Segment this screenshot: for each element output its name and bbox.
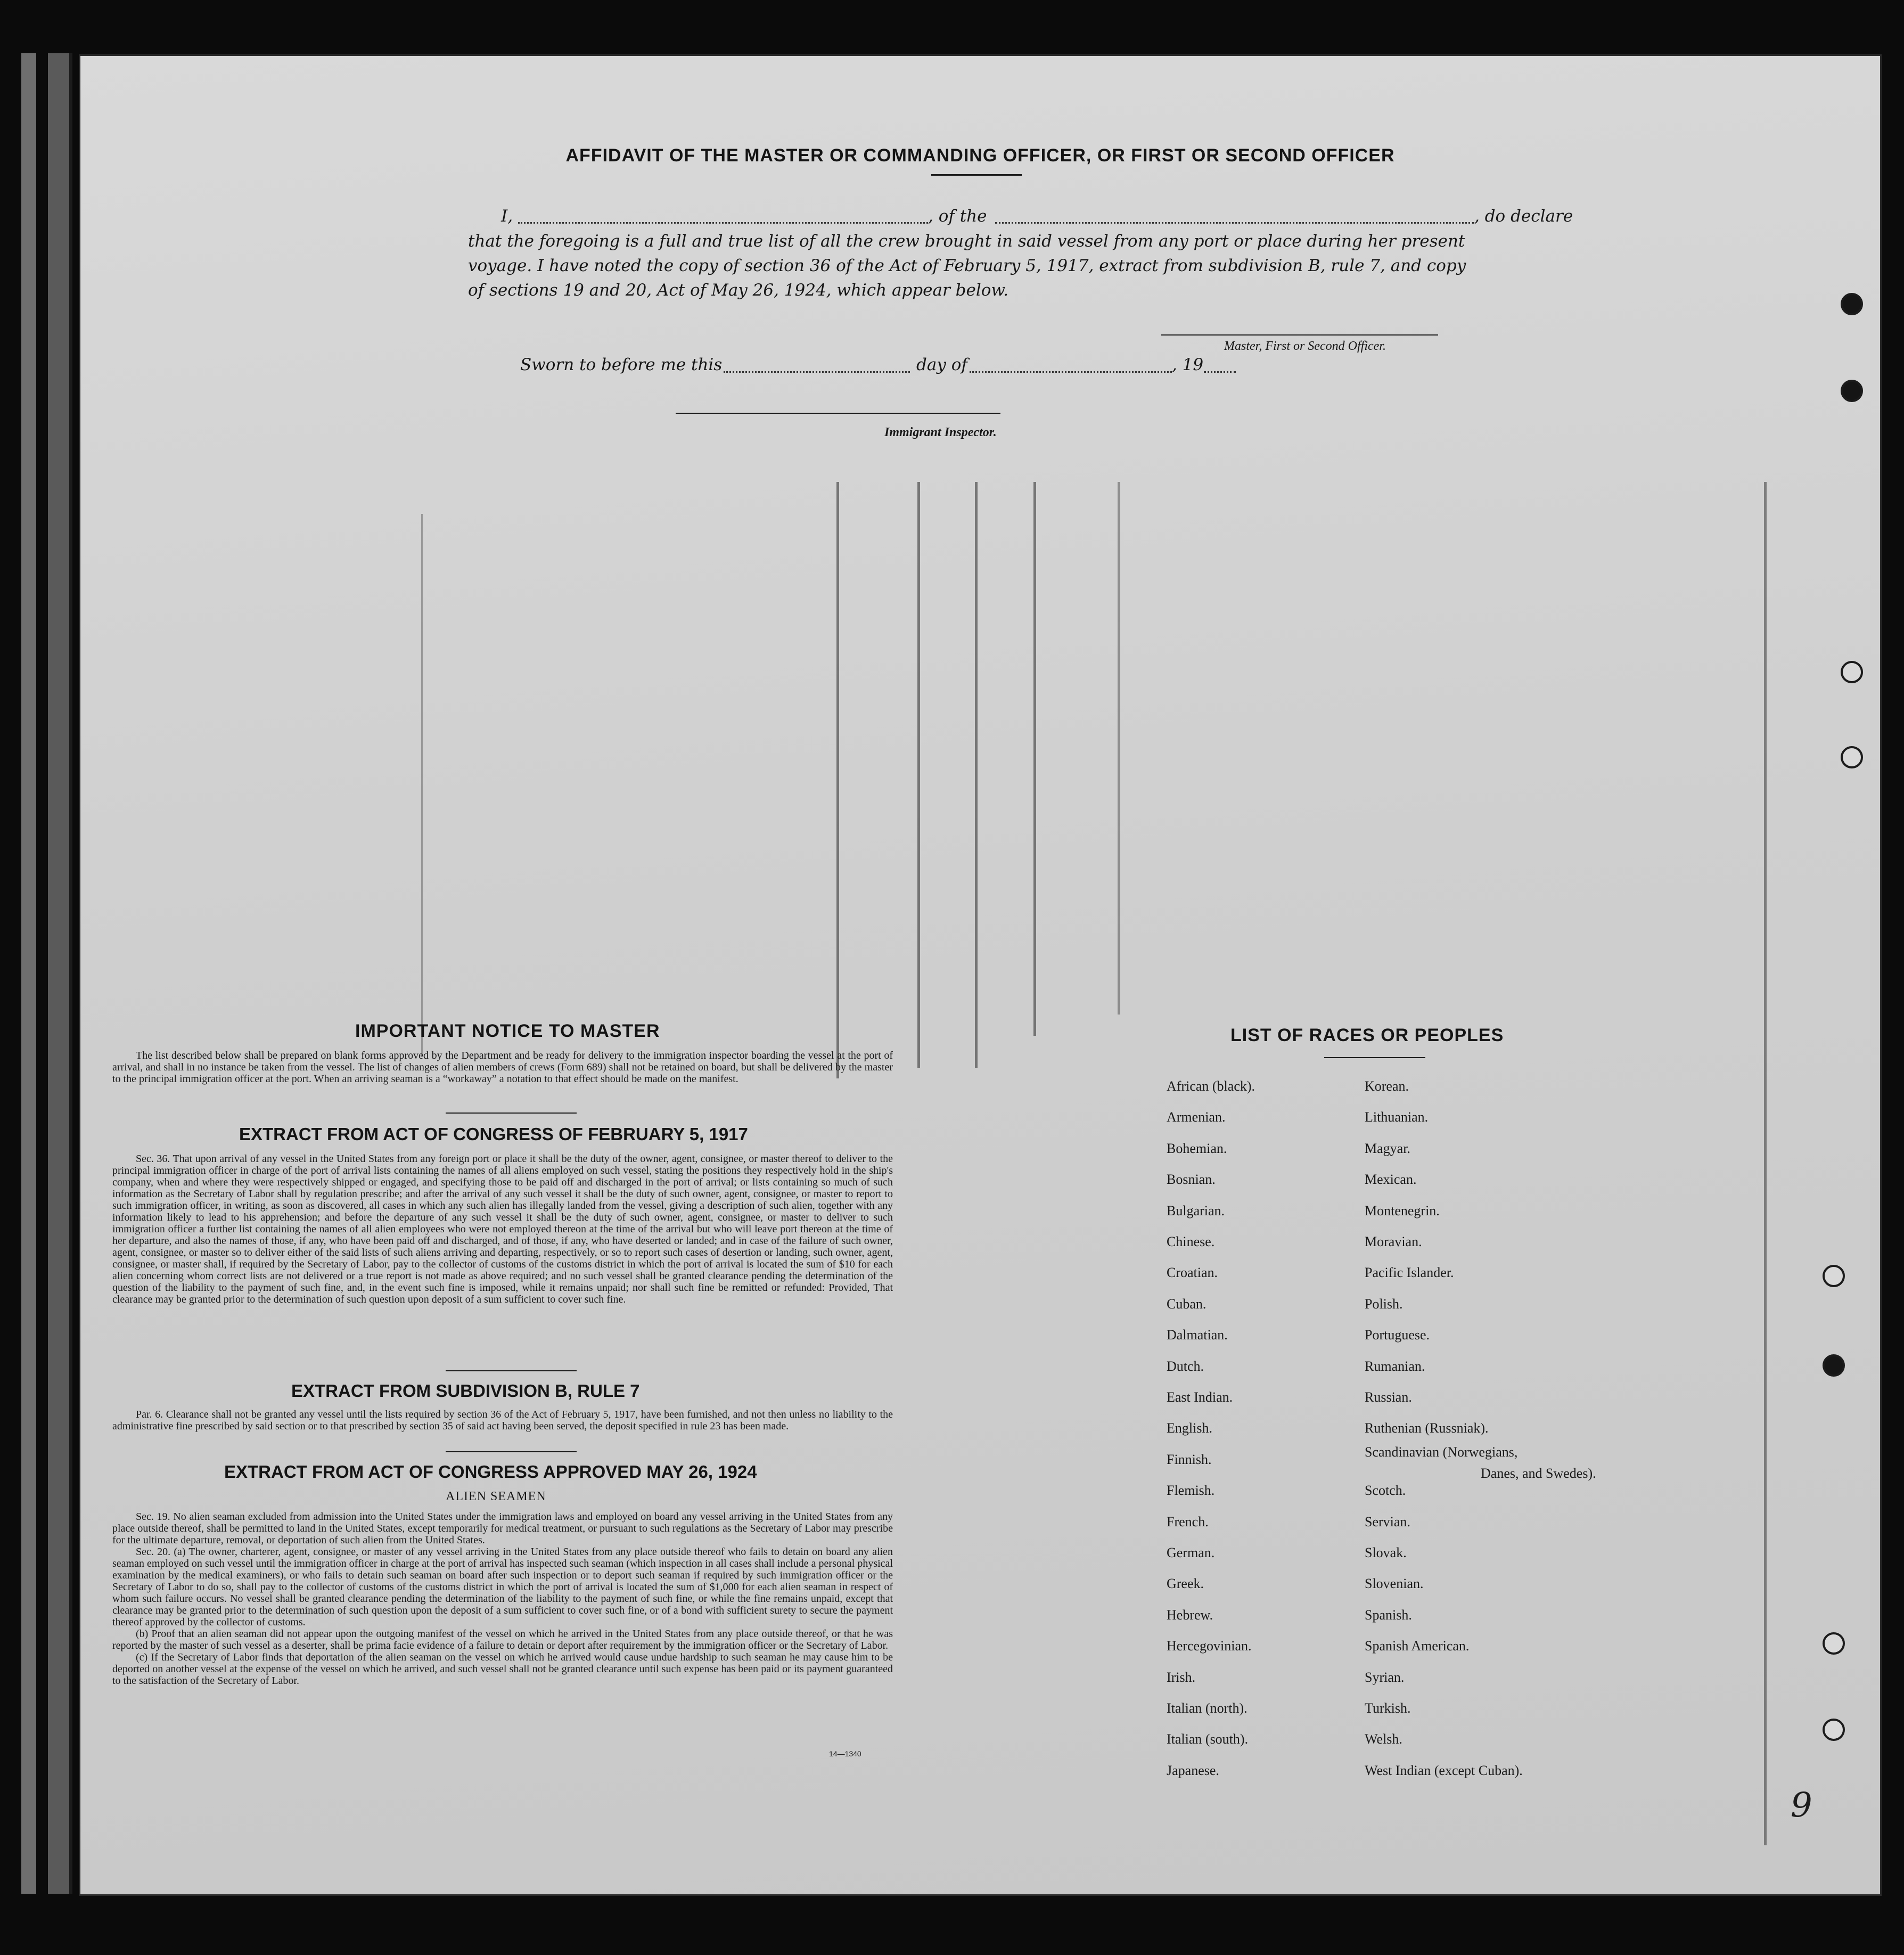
sec-20a-paragraph: Sec. 20. (a) The owner, charterer, agent, consignee, or master of any vessel arriving in the United States from any place outside thereof who fails to detain on board any alien seaman employed on such vessel until the immigration officer in charge at the port of arrival has inspected such seaman (which inspection in all cases shall include a personal physical examination by the medical examiners), or who fails to detain such seaman on board after such inspection or to deport such seaman if required by such immigration officer or the Secretary of Labor to do so, shall pay to the collector of customs of the customs district in which the port of arrival is located the sum of $1,000 for each alien seaman in respect of whom such failure occurs. No vessel shall be granted clearance pending the determination of the liability to the payment of such fine, or while the fine remains unpaid, except that clearance may be granted prior to the determination of such question upon the deposit of a sum sufficient to cover such fine, or of a bond with sufficient surety to secure the payment thereof approved by the collector of customs. [112, 1546, 893, 1628]
race-item: Welsh. [1365, 1731, 1402, 1747]
race-item: Servian. [1365, 1514, 1410, 1529]
races-title-rule [1324, 1057, 1425, 1058]
binder-hole [1823, 1265, 1845, 1287]
race-item: Spanish American. [1365, 1638, 1470, 1654]
race-item: Japanese. [1167, 1762, 1219, 1778]
race-item: Moravian. [1365, 1234, 1422, 1249]
extract-1924-title: EXTRACT FROM ACT OF CONGRESS APPROVED MAY 26, 1924 [224, 1462, 757, 1482]
race-item: African (black). [1167, 1078, 1255, 1094]
section-rule [446, 1451, 577, 1452]
extract-1924-text [112, 1511, 893, 1687]
races-title: LIST OF RACES OR PEOPLES [1230, 1025, 1504, 1045]
alien-seamen-subtitle: ALIEN SEAMEN [446, 1490, 546, 1503]
race-item: Portuguese. [1365, 1327, 1430, 1343]
notice-title: IMPORTANT NOTICE TO MASTER [355, 1021, 660, 1041]
affidavit-declare: , do declare [1474, 207, 1573, 226]
race-item: Ruthenian (Russniak). [1365, 1420, 1489, 1436]
race-item: Pacific Islander. [1365, 1265, 1454, 1281]
race-item: Lithuanian. [1365, 1109, 1429, 1125]
race-item: Bosnian. [1167, 1172, 1216, 1188]
title-rule [931, 174, 1022, 176]
master-name-blank[interactable] [518, 222, 928, 224]
race-item: Chinese. [1167, 1234, 1215, 1249]
section-rule [446, 1113, 577, 1114]
race-item: East Indian. [1167, 1389, 1233, 1405]
scan-edge-outer [21, 53, 36, 1894]
race-item: Magyar. [1365, 1140, 1410, 1156]
race-item: Irish. [1167, 1669, 1196, 1685]
affidavit-i: I, [501, 207, 513, 226]
race-item: Hercegovinian. [1167, 1638, 1252, 1654]
binder-hole [1823, 1632, 1845, 1655]
par-6-paragraph: Par. 6. Clearance shall not be granted any vessel until the lists required by section 36 of the Act of February 5, 1917, have been furnished, and not then unless no liability to the administrative fine prescribed by said section or to that prescribed by section 35 of said act having been served, the deposit specified in rule 23 has been made. [112, 1409, 893, 1432]
sworn-label: Sworn to before me this [520, 355, 723, 374]
ghost-column-line [1764, 482, 1767, 1845]
ghost-column-line [836, 482, 839, 1078]
race-item: Dutch. [1167, 1358, 1204, 1374]
race-item: French. [1167, 1514, 1209, 1529]
race-item: Armenian. [1167, 1109, 1226, 1125]
binder-hole [1823, 1719, 1845, 1741]
page-number-mark: 9 [1791, 1786, 1812, 1825]
rule-7-text [112, 1409, 893, 1432]
race-item: Syrian. [1365, 1669, 1405, 1685]
race-item: Italian (south). [1167, 1731, 1249, 1747]
notice-paragraph: The list described below shall be prepared on blank forms approved by the Department and be ready for delivery to the immigration inspector boarding the vessel at the port of arrival, and shall in no instance be taken from the vessel. The list of changes of alien members of crews (Form 689) shall not be retained on board, but shall be delivered by the master to the principal immigration officer at the port. When an arriving seaman is a “workaway” a notation to that effect should be made on the manifest. [112, 1050, 893, 1085]
section-rule [446, 1370, 577, 1371]
sec-20b-paragraph: (b) Proof that an alien seaman did not appear upon the outgoing manifest of the vessel on which he arrived in the United States from any place outside thereof, or that he was reported by the master of such vessel as a deserter, shall be prima facie evidence of a failure to detain or deport after requirement by the immigration officer or the Secretary of Labor. [112, 1628, 893, 1651]
sec-36-paragraph: Sec. 36. That upon arrival of any vessel in the United States from any foreign port or place it shall be the duty of the owner, agent, consignee, or master thereof to deliver to the principal immigration officer in charge of the port of arrival lists containing the names of all aliens employed on such vessel, stating the positions they respectively hold in the ship's company, when and where they were respectively shipped or engaged, and specifying those to be paid off and discharged in the port of arrival; or lists containing so much of such information as the Secretary of Labor shall by regulation prescribe; and after the arrival of any such vessel it shall be the duty of such owner, agent, consignee, or master to report to such immigration officer, in writing, as soon as discovered, all cases in which any such alien has illegally landed from the vessel, giving a description of such alien, together with any information likely to lead to his apprehension; and before the departure of any such vessel it shall be the duty of such owner, agent, consignee, or master to deliver to such immigration officer a further list containing the names of all alien employees who were not employed thereon at the time of the arrival but who will leave port thereon at the time of her departure, and also the names of those, if any, who have been paid off and discharged, and of those, if any, who have deserted or landed; and in case of the failure of such owner, agent, consignee, or master so to deliver either of the said lists of such aliens arriving and departing, respectively, or so to report such cases of desertion or landing, such owner, agent, consignee, or master shall, if required by the Secretary of Labor, pay to the collector of customs of the customs district in which the port of arrival is located the sum of $10 for each alien concerning whom correct lists are not delivered or a true report is not made as above required; and no such vessel shall be granted clearance pending the determination of the question of the liability to the payment of such fine, and, in the event such fine is imposed, while it remains unpaid; nor shall such fine be remitted or refunded: Provided, That clearance may be granted prior to the determination of such question upon deposit of a sum sufficient to cover such fine. [112, 1153, 893, 1305]
year-label: , 19 [1172, 355, 1204, 374]
race-item: Slovenian. [1365, 1576, 1424, 1592]
sec-20c-paragraph: (c) If the Secretary of Labor finds that deportation of the alien seaman on the vessel on which he arrived would cause undue hardship to such seaman he may cause him to be deported on another vessel at the expense of the vessel on which he arrived, and such vessel shall not be granted clearance until such expense has been paid or its payment guaranteed to the satisfaction of the Secretary of Labor. [112, 1651, 893, 1687]
affidavit-line-3: voyage. I have noted the copy of section 36 of the Act of February 5, 1917, extract from subdivision B, rule 7, and copy [468, 256, 1466, 275]
affidavit-line-2: that the foregoing is a full and true list of all the crew brought in said vessel from any port or place during her present [468, 232, 1465, 251]
extract-1917-text [112, 1153, 893, 1305]
race-item: Scandinavian (Norwegians, [1365, 1444, 1518, 1460]
signature-line[interactable] [1161, 334, 1438, 336]
sworn-day-blank[interactable] [724, 371, 910, 373]
race-item: Hebrew. [1167, 1607, 1213, 1623]
binder-hole [1841, 746, 1863, 768]
race-item: Croatian. [1167, 1265, 1218, 1281]
race-item: West Indian (except Cuban). [1365, 1762, 1523, 1778]
race-item: Turkish. [1365, 1700, 1411, 1716]
inspector-caption: Immigrant Inspector. [884, 426, 997, 439]
affidavit-line-4: of sections 19 and 20, Act of May 26, 1924, which appear below. [468, 281, 1009, 300]
race-item: Danes, and Swedes). [1481, 1465, 1596, 1481]
affidavit-of-the: , of the [928, 207, 987, 226]
race-item: Mexican. [1365, 1172, 1417, 1188]
notice-text [112, 1050, 893, 1085]
binder-hole [1841, 380, 1863, 402]
race-item: Italian (north). [1167, 1700, 1248, 1716]
race-item: Slovak. [1365, 1545, 1407, 1560]
race-item: Flemish. [1167, 1483, 1215, 1499]
binder-hole [1823, 1354, 1845, 1377]
ghost-column-line [975, 482, 978, 1068]
race-item: Spanish. [1365, 1607, 1412, 1623]
race-item: Greek. [1167, 1576, 1204, 1592]
race-item: Scotch. [1365, 1483, 1406, 1499]
sworn-month-blank[interactable] [970, 371, 1172, 373]
race-item: Rumanian. [1365, 1358, 1425, 1374]
race-item: Bohemian. [1167, 1140, 1227, 1156]
sec-19-paragraph: Sec. 19. No alien seaman excluded from admission into the United States under the immigration laws and employed on board any vessel arriving in the United States from any place outside thereof, shall be permitted to land in the United States, except temporarily for medical treatment, or pursuant to such regulations as the Secretary of Labor may prescribe for the ultimate departure, removal, or deportation of such alien from the United States. [112, 1511, 893, 1546]
race-item: Bulgarian. [1167, 1203, 1225, 1218]
race-item: Russian. [1365, 1389, 1412, 1405]
race-item: German. [1167, 1545, 1215, 1560]
affidavit-title: AFFIDAVIT OF THE MASTER OR COMMANDING OFFICER, OR FIRST OR SECOND OFFICER [565, 145, 1395, 166]
race-item: Polish. [1365, 1296, 1403, 1312]
rule-7-title: EXTRACT FROM SUBDIVISION B, RULE 7 [291, 1381, 640, 1401]
race-item: Dalmatian. [1167, 1327, 1228, 1343]
manifest-sheet [79, 54, 1882, 1896]
vessel-name-blank[interactable] [995, 222, 1474, 224]
ghost-column-line [917, 482, 920, 1068]
ghost-column-line [1033, 482, 1036, 1036]
sworn-year-blank[interactable] [1204, 371, 1236, 373]
race-item: Korean. [1365, 1078, 1409, 1094]
scan-edge-inner [48, 53, 72, 1894]
ghost-column-line [421, 514, 423, 1057]
race-item: Cuban. [1167, 1296, 1207, 1312]
race-item: English. [1167, 1420, 1212, 1436]
inspector-signature-line[interactable] [676, 413, 1000, 414]
race-item: Finnish. [1167, 1451, 1212, 1467]
binder-hole [1841, 293, 1863, 315]
binder-hole [1841, 661, 1863, 683]
day-of-label: day of [916, 355, 967, 374]
ghost-column-line [1118, 482, 1120, 1015]
form-number: 14—1340 [829, 1749, 861, 1758]
signature-caption: Master, First or Second Officer. [1224, 339, 1386, 353]
extract-1917-title: EXTRACT FROM ACT OF CONGRESS OF FEBRUARY 5, 1917 [239, 1124, 748, 1144]
race-item: Montenegrin. [1365, 1203, 1440, 1218]
